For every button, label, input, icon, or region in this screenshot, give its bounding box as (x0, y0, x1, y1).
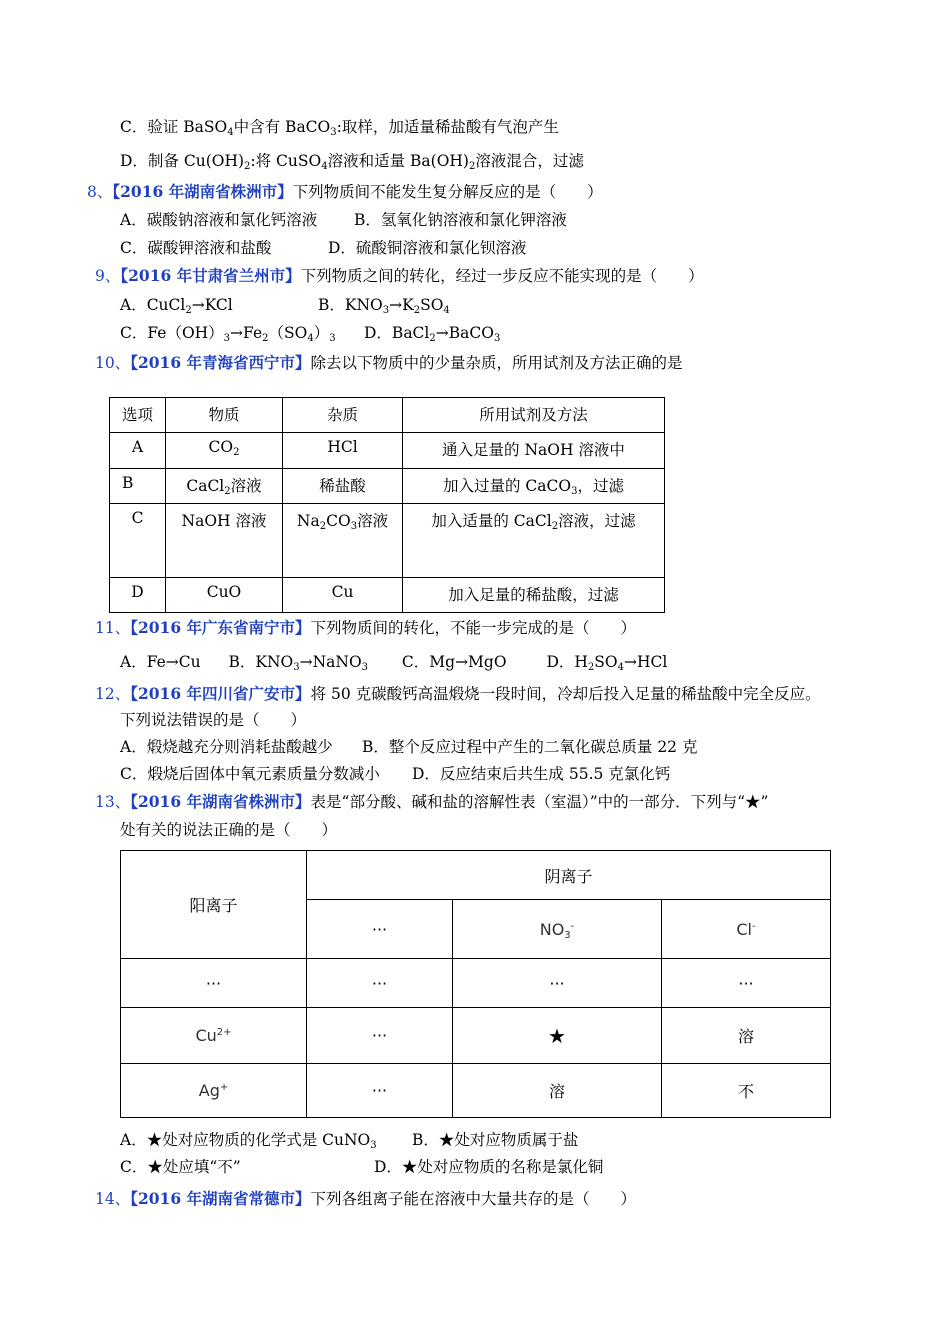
q11-options (120, 652, 667, 672)
q7-option-c: C．验证 BaSO$_4$中含有 BaCO$_3$:取样，加适量稀盐酸有气泡产生 (120, 118, 559, 138)
anion-nitrate: $NO_3^-$ (453, 900, 662, 959)
q8-stem: 8、【2016 年湖南省株洲市】下列物质间不能发生复分解反应的是（ ） (87, 182, 603, 201)
table-row (121, 1008, 831, 1064)
cell-impurity: HCl (283, 433, 403, 469)
q13-stem-cont: 处有关的说法正确的是（ ） (120, 821, 338, 839)
q10-table (109, 397, 665, 613)
q13-option-b: B．★处对应物质属于盐 (412, 1131, 579, 1149)
table-row (110, 578, 665, 613)
q13-option-a: A．★处对应物质的化学式是 CuNO$_3$ (120, 1131, 377, 1151)
cell-substance: $CO_2$ (166, 433, 283, 469)
q11-option-b: B．$KNO_3\to NaNO_3$ (228, 653, 369, 673)
q11-option-a: A．Fe→Cu (120, 653, 201, 671)
anion-ellipsis: ··· (307, 900, 453, 959)
cell-method: 加入过量的 CaCO$_3$，过滤 (403, 469, 665, 504)
q12-option-d: D．反应结束后共生成 55.5 克氯化钙 (412, 765, 671, 783)
cell-substance: CuO (166, 578, 283, 613)
q9-option-a: A．CuCl$_2$→KCl (120, 296, 233, 316)
cell-substance: NaOH 溶液 (166, 504, 283, 578)
cation-silver: Ag+ (121, 1064, 307, 1118)
table-row (110, 433, 665, 469)
cell-option: C (110, 504, 166, 578)
cation-copper: $Cu^{2+}$ (121, 1008, 307, 1064)
table-row (110, 504, 665, 578)
star-cell: ★ (453, 1008, 662, 1064)
q13-stem: 13、【2016 年湖南省株洲市】表是“部分酸、碱和盐的溶解性表（室温）”中的一部分．下列与“★” (95, 792, 769, 811)
q12-option-a: A．煅烧越充分则消耗盐酸越少 (120, 738, 333, 756)
header-option: 选项 (110, 398, 166, 433)
q9-option-d: D．BaCl$_2$→BaCO$_3$ (364, 324, 501, 344)
table-row (121, 1064, 831, 1118)
q11-option-d: D．$H_2SO_4\to HCl$ (546, 653, 668, 673)
q8-option-a: A．碳酸钠溶液和氯化钙溶液 (120, 211, 318, 229)
q9-stem: 9、【2016 年甘肃省兰州市】下列物质之间的转化，经过一步反应不能实现的是（ ） (95, 266, 704, 285)
header-substance: 物质 (166, 398, 283, 433)
table-row (121, 959, 831, 1008)
q14-stem: 14、【2016 年湖南省常德市】下列各组离子能在溶液中大量共存的是（ ） (95, 1189, 637, 1208)
cell-method: 加入足量的稀盐酸，过滤 (403, 578, 665, 613)
q9-option-b: B．$KNO_3\to K_2SO_4$ (318, 296, 450, 316)
cell-ellipsis: ··· (307, 1008, 453, 1064)
cell-ellipsis: ··· (662, 959, 831, 1008)
q11-option-c: C．Mg→MgO (401, 653, 507, 671)
cell-method: 加入适量的 CaCl$_2$溶液，过滤 (403, 504, 665, 578)
q8-option-b: B．氢氧化钠溶液和氯化钾溶液 (354, 211, 567, 229)
cation-header: 阳离子 (121, 851, 307, 959)
q8-option-d: D．硫酸铜溶液和氯化钡溶液 (328, 239, 527, 257)
table-row (110, 469, 665, 504)
cell-cu-cl: 溶 (662, 1008, 831, 1064)
cell-impurity: $Na_2CO_3$溶液 (283, 504, 403, 578)
q12-stem-cont: 下列说法错误的是（ ） (120, 711, 307, 729)
cell-option: A (110, 433, 166, 469)
cell-impurity: 稀盐酸 (283, 469, 403, 504)
q13-option-c: C．★处应填“不” (120, 1158, 241, 1176)
header-impurity: 杂质 (283, 398, 403, 433)
cell-option: D (110, 578, 166, 613)
cell-ellipsis: ··· (307, 959, 453, 1008)
cell-option: B (110, 469, 166, 504)
cell-ellipsis: ··· (307, 1064, 453, 1118)
q9-option-c: C．$Fe(OH)_3\to Fe_2(SO_4)_3$ (120, 324, 336, 344)
solubility-table (120, 850, 831, 1118)
q12-stem: 12、【2016 年四川省广安市】将 50 克碳酸钙高温煅烧一段时间，冷却后投入足量的稀盐酸中完全反应。 (95, 684, 821, 703)
q12-option-c: C．煅烧后固体中氧元素质量分数减小 (120, 765, 380, 783)
cell-ellipsis: ··· (121, 959, 307, 1008)
cell-ellipsis: ··· (453, 959, 662, 1008)
q8-option-c: C．碳酸钾溶液和盐酸 (120, 239, 272, 257)
anion-chloride: Cl- (662, 900, 831, 959)
q10-stem: 10、【2016 年青海省西宁市】除去以下物质中的少量杂质，所用试剂及方法正确的是 (95, 353, 683, 372)
table-header-row (110, 398, 665, 433)
q12-option-b: B．整个反应过程中产生的二氧化碳总质量 22 克 (362, 738, 698, 756)
cell-ag-cl: 不 (662, 1064, 831, 1118)
q7-option-d: D．制备 $Cu(OH)_2$:将 CuSO$_4$溶液和适量 $Ba(OH)_2$溶液混合，过滤 (120, 152, 584, 172)
cell-ag-no3: 溶 (453, 1064, 662, 1118)
header-method: 所用试剂及方法 (403, 398, 665, 433)
q11-stem: 11、【2016 年广东省南宁市】下列物质间的转化，不能一步完成的是（ ） (95, 618, 637, 637)
cell-substance: CaCl$_2$溶液 (166, 469, 283, 504)
q13-option-d: D．★处对应物质的名称是氯化铜 (374, 1158, 604, 1176)
cell-method: 通入足量的 NaOH 溶液中 (403, 433, 665, 469)
cell-impurity: Cu (283, 578, 403, 613)
anion-header: 阴离子 (307, 851, 831, 900)
